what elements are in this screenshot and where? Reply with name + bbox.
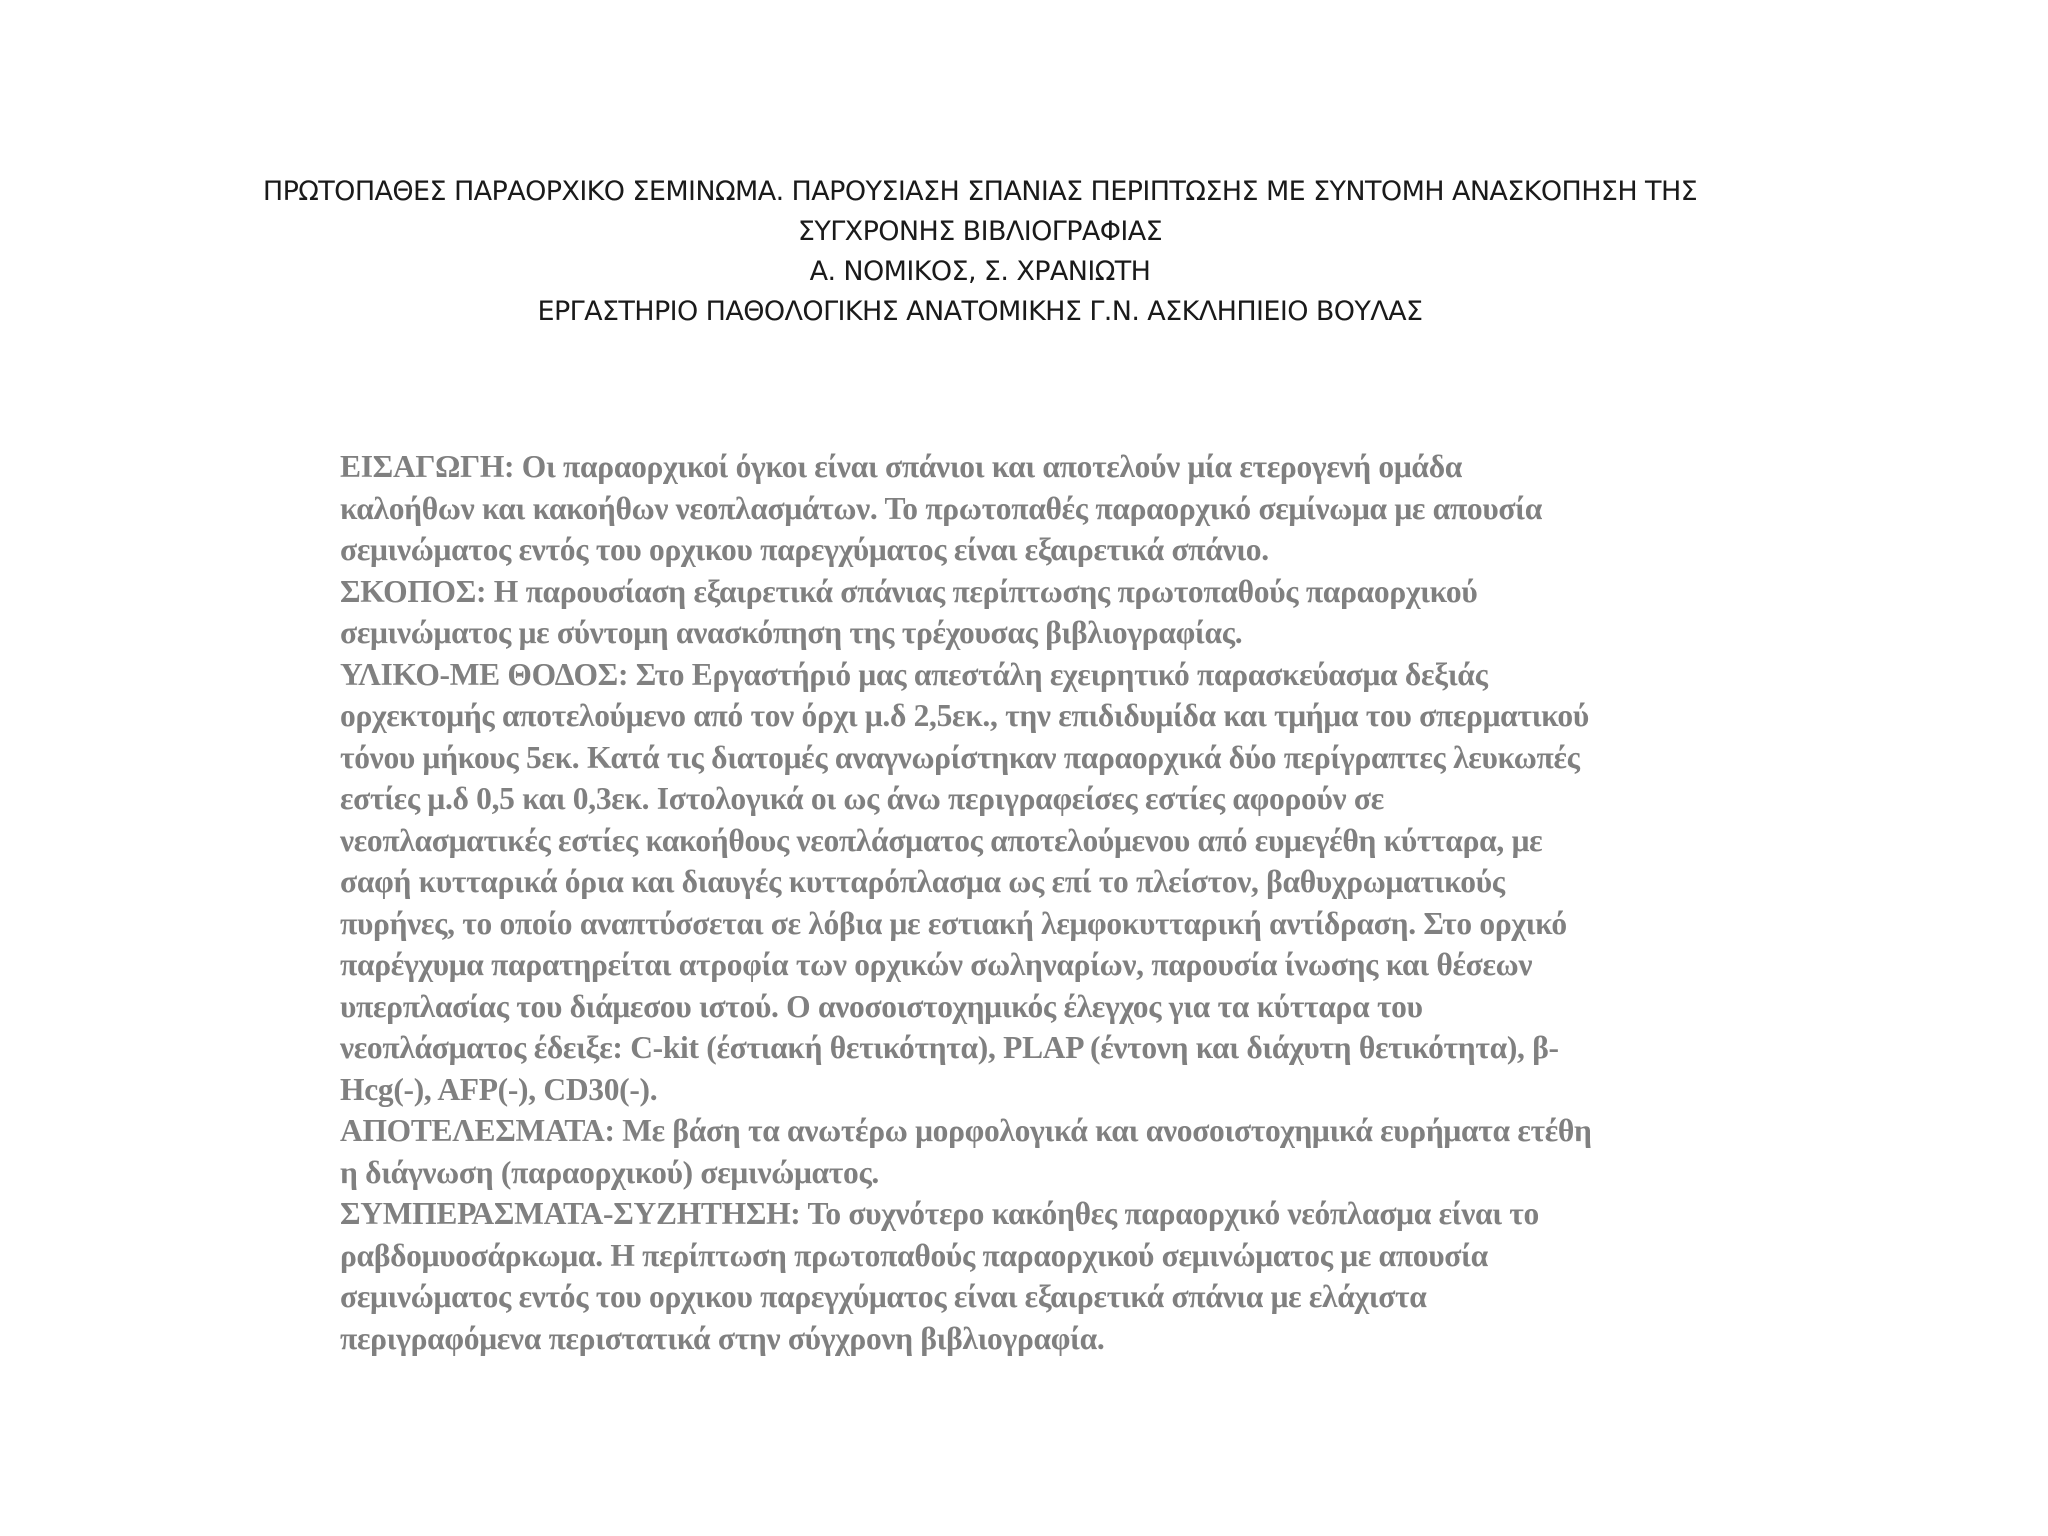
abstract-line: καλοήθων και κακοήθων νεοπλασμάτων. Το πρωτοπαθές παραορχικό σεμίνωμα με απουσία [340, 490, 1542, 526]
abstract-line: νεοπλασματικές εστίες κακοήθους νεοπλάσματος αποτελούμενου από ευμεγέθη κύτταρα, με [340, 822, 1543, 858]
abstract-line: σεμινώματος εντός του ορχικου παρεγχύματος είναι εξαιρετικά σπάνιο. [340, 532, 1269, 567]
abstract-line: ΣΥΜΠΕΡΑΣΜΑΤΑ-ΣΥΖΗΤΗΣΗ: Το συχνότερο κακόηθες παραορχικό νεόπλασμα είναι το [340, 1196, 1539, 1231]
abstract-line: εστίες μ.δ 0,5 και 0,3εκ. Ιστολογικά οι ως άνω περιγραφείσες εστίες αφορούν σε [340, 781, 1384, 816]
abstract-line: ΥΛΙΚΟ-ΜΕ ΘΟΔΟΣ: Στο Εργαστήριό μας απεστάλη εχειρητικό παρασκεύασμα δεξιάς [340, 656, 1488, 692]
abstract-line: ΣΚΟΠΟΣ: Η παρουσίαση εξαιρετικά σπάνιας περίπτωσης πρωτοπαθούς παραορχικού [340, 573, 1478, 609]
abstract-line: σαφή κυτταρικά όρια και διαυγές κυτταρόπλασμα ως επί το πλείστον, βαθυχρωματικούς [340, 864, 1505, 899]
abstract-line: τόνου μήκους 5εκ. Κατά τις διατομές αναγνωρίστηκαν παραορχικά δύο περίγραπτες λευκωπές [340, 739, 1580, 775]
abstract-line: η διάγνωση (παραορχικού) σεμινώματος. [340, 1154, 880, 1190]
abstract-line: σεμινώματος με σύντομη ανασκόπηση της τρέχουσας βιβλιογραφίας. [340, 615, 1243, 650]
title-line-2: ΣΥΓΧΡΟΝΗΣ ΒΙΒΛΙΟΓΡΑΦΙΑΣ [797, 216, 1163, 247]
title-line-1: ΠΡΩΤΟΠΑΘΕΣ ΠΑΡΑΟΡΧΙΚΟ ΣΕΜΙΝΩΜΑ. ΠΑΡΟΥΣΙΑΣΗ ΣΠΑΝΙΑΣ ΠΕΡΙΠΤΩΣΗΣ ΜΕ ΣΥΝΤΟΜΗ ΑΝΑΣΚΟΠΗΣΗ ΤΗΣ [262, 176, 1698, 207]
abstract-body [340, 446, 1770, 1359]
abstract-line: σεμινώματος εντός του ορχικου παρεγχύματος είναι εξαιρετικά σπάνια με ελάχιστα [340, 1279, 1427, 1314]
abstract-line: πυρήνες, το οποίο αναπτύσσεται σε λόβια με εστιακή λεμφοκυτταρική αντίδραση. Στο ορχικό [340, 905, 1567, 941]
authors: Α. ΝΟΜΙΚΟΣ, Σ. ΧΡΑΝΙΩΤΗ [809, 256, 1151, 287]
abstract-line: παρέγχυμα παρατηρείται ατροφία των ορχικών σωληναρίων, παρουσία ίνωσης και θέσεων [340, 947, 1533, 982]
abstract-line: ορχεκτομής αποτελούμενο από τον όρχι μ.δ 2,5εκ., την επιδιδυμίδα και τμήμα του σπερματικού [340, 698, 1589, 733]
abstract-line: ΑΠΟΤΕΛΕΣΜΑΤΑ: Με βάση τα ανωτέρω μορφολογικά και ανοσοιστοχημικά ευρήματα ετέθη [340, 1113, 1592, 1148]
abstract-line: νεοπλάσματος έδειξε: C-kit (έστιακή θετικότητα), PLAP (έντονη και διάχυτη θετικότητα), β- [340, 1030, 1559, 1065]
abstract-line: υπερπλασίας του διάμεσου ιστού. Ο ανοσοιστοχημικός έλεγχος για τα κύτταρα του [340, 988, 1423, 1024]
affiliation: ΕΡΓΑΣΤΗΡΙΟ ΠΑΘΟΛΟΓΙΚΗΣ ΑΝΑΤΟΜΙΚΗΣ Γ.Ν. ΑΣΚΛΗΠΙΕΙΟ ΒΟΥΛΑΣ [537, 296, 1423, 327]
abstract-line: Hcg(-), AFP(-), CD30(-). [340, 1071, 658, 1107]
abstract-line: περιγραφόμενα περιστατικά στην σύγχρονη βιβλιογραφία. [340, 1320, 1105, 1356]
abstract-line: ραβδομυοσάρκωμα. Η περίπτωση πρωτοπαθούς παραορχικού σεμινώματος με απουσία [340, 1237, 1488, 1273]
abstract-line: ΕΙΣΑΓΩΓΗ: Οι παραορχικοί όγκοι είναι σπάνιοι και αποτελούν μία ετερογενή ομάδα [340, 449, 1463, 484]
title-block [180, 172, 1780, 332]
